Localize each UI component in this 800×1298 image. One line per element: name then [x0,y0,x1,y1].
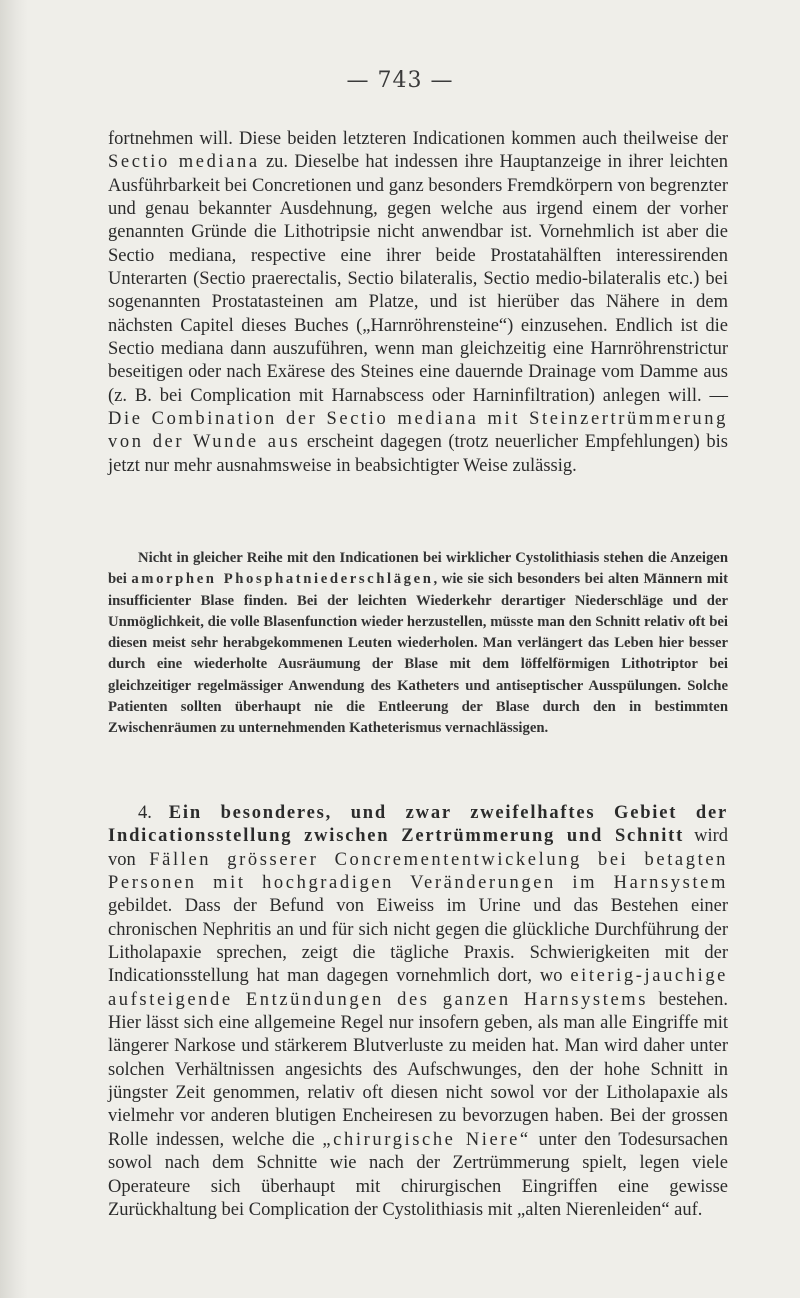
text-run: fortnehmen will. Diese beiden letzteren Indicationen kommen auch theilweise der [108,129,728,149]
paragraph-small-print [108,548,728,740]
emphasis-indication-area: Ein besonderes, und zwar zweifelhaftes Gebiet der Indicationsstellung zwischen Zertrümmerung und Schnitt [108,803,728,847]
text-run: zu. Dieselbe hat indessen ihre Hauptanzeige in ihrer leichten Ausführbarkeit bei Concretionen und ganz besonders Fremdkörpern von begrenzter und genau bekannter Ausdehnung, gegen welche aus irgend einem der vorher genannten Gründe die Lithotripsie nicht anwendbar ist. Vornehmlich ist aber die Sectio mediana, respective eine ihrer beide Prostatahälften interessirenden Unterarten (Sectio praerectalis, Sectio bilateralis, Sectio medio-bilateralis etc.) bei sogenannten Prostatasteinen am Platze, und ist hierüber das Nähere in dem nächsten Capitel dieses Buches („Harnröhrensteine“) einzusehen. Endlich ist die Sectio mediana dann auszuführen, wenn man gleichzeitig eine Harnröhrenstrictur beseitigen oder nach Exärese des Steines eine dauernde Drainage vom Damme aus (z. B. bei Complication mit Harnabscess oder Harninfiltration) anlegen will. — [108,152,728,406]
paragraph-sectio-mediana [108,128,728,478]
emphasis-concrement-cases: Fällen grösserer Concremententwickelung bei betagten Personen mit hochgradigen Veränderungen im Harnsystem [108,849,728,894]
emphasis-combination: Die Combination der Sectio mediana mit Steinzertrümmerung von der Wunde aus [108,409,728,453]
page-edge-shadow [0,0,28,1298]
text-run: erscheint dagegen (trotz neuerlicher Empfehlungen) bis jetzt nur mehr ausnahmsweise in beabsichtigter Weise zulässig. [108,432,728,476]
text-run: gebildet. Dass der Befund von Eiweiss im Urine und das Bestehen einer chronischen Nephritis an und für sich nicht gegen die glückliche Durchführung der Litholapaxie sprechen, zeigt die tägliche Praxis. Schwierigkeiten mit der Indicationsstellung hat man dagegen vornehmlich dort, wo [108,896,728,987]
page-number: — 743 — [346,68,454,93]
section-number: 4. [138,803,169,823]
text-run: unter den Todesursachen sowol nach dem Schnitte wie nach der Zertrümmerung spielt, legen viele Operateure sich überhaupt mit chirurgischen Eingriffen eine gewisse Zurückhaltung bei Complication der Cystolithiasis mit „alten Nierenleiden“ auf. [108,1129,729,1220]
emphasis-surgical-kidney: „chirurgische Niere“ [322,1129,531,1150]
paragraph-four [108,802,728,1222]
text-run: wird von [108,826,728,870]
emphasis-sectio-mediana: Sectio mediana [108,152,260,173]
emphasis-phosphat: amorphen Phosphatniederschlägen [131,571,434,588]
text-run: Nicht in gleicher Reihe mit den Indicationen bei wirklicher Cystolithiasis stehen die Anzeigen bei [108,550,728,588]
text-run: bestehen. Hier lässt sich eine allgemeine Regel nur insofern geben, als man alle Eingriffe mit längerer Narkose und stärkerem Blutverluste zu meiden hat. Man wird daher unter solchen Verhältnissen angesichts des Aufschwunges, den der hohe Schnitt in jüngster Zeit genommen, relativ oft diesen nicht sowol vor der Litholapaxie als vielmehr vor anderen blutigen Encheiresen zu bevorzugen haben. Bei der grossen Rolle indessen, welche die [108,989,728,1150]
text-run: , wie sie sich besonders bei alten Männern mit insufficienter Blase finden. Bei der leichten Wiederkehr derartiger Niederschläge und der Unmöglichkeit, die volle Blasenfunction wieder herzustellen, müsste man den Schnitt relativ oft bei diesen meist sehr herabgekommenen Leuten wiederholen. Man verlängert das Leben hier besser durch eine wiederholte Ausräumung der Blase mit dem löffelförmigen Lithotriptor bei gleichzeitiger regelmässiger Anwendung des Katheters und antiseptischer Ausspülungen. Solche Patienten sollten überhaupt nie die Entleerung der Blase durch den in bestimmten Zwischenräumen zu unternehmenden Katheterismus vernachlässigen. [108,571,728,737]
emphasis-inflammation: eiterig-jauchige aufsteigende Entzündungen des ganzen Harnsystems [108,966,728,1010]
